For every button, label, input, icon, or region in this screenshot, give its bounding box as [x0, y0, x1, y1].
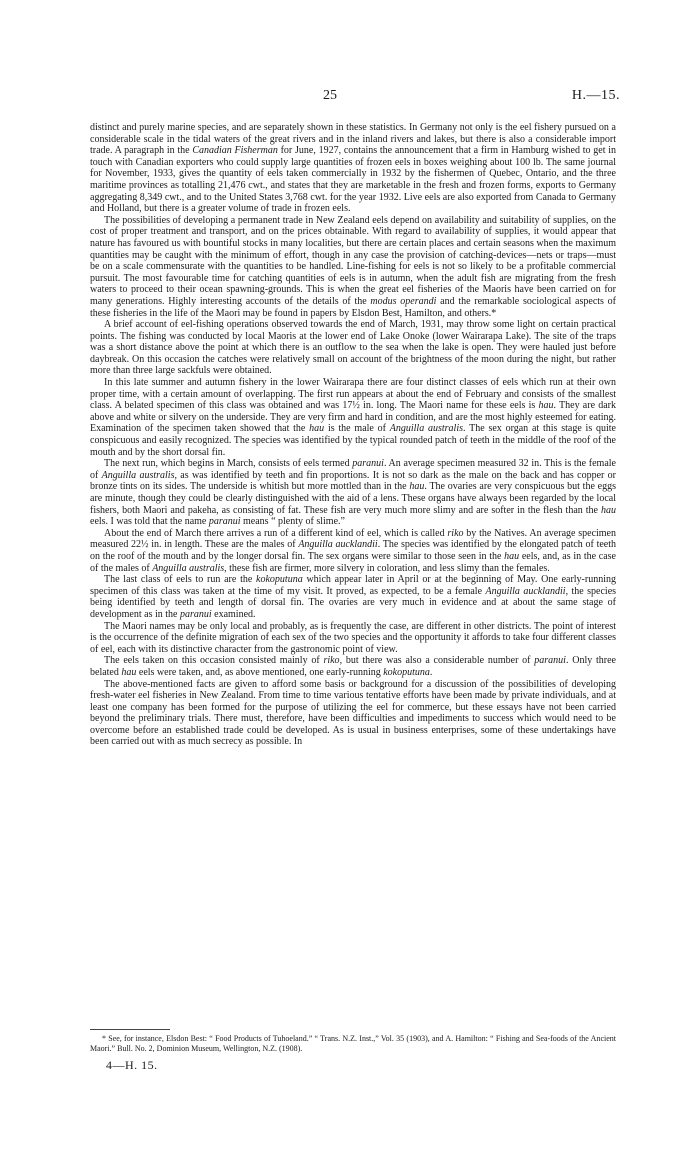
text-run: The Maori names may be only local and probably, as is frequently the case, are different in other districts. The point of interest is the occurrence of the definite migration of each sex of the two species and the opportunity it affords to take four different classes of eel, each with its distinctive character from the gastronomic point of view. — [90, 620, 616, 655]
text-run: distinct and purely marine species, and are separately shown in these statistics. In Germany not only is the eel fishery pursued on a considerable scale in the tidal waters of the great rivers and in the inland rivers and lakes, but there is also a considerable import trade. A paragraph in the — [90, 122, 616, 157]
text-run: The next run, which begins in March, consists of eels termed — [104, 458, 353, 470]
italic-text: riko — [447, 527, 464, 539]
text-run: . The sex organ at this stage is quite conspicuous and easily recognized. The species was identified by the typical rounded patch of teeth in the middle of the roof of the mouth and by the short dorsal fin. — [90, 423, 617, 458]
text-run: eels. I was told that the name — [90, 516, 209, 528]
text-run: The possibilities of developing a permanent trade in New Zealand eels depend on availability and suitability of supplies, on the cost of proper treatment and transport, and on the prices obtainable. With regard to availability of supplies, it would appear that nature has favoured us with bountiful stocks in many localities, but there are certain places and certain seasons when the maximum quantities may be caught with the minimum of effort, though in any case the provision of catching-devices—nets or traps—must be on a scale commensurate with the quantities to be handled. Line-fishing for eels is not so likely to be a profitable commercial pursuit. The most favourable time for catching quantities of eels is in autumn, when the adult fish are migrating from the fresh waters to proceed to their ocean spawning-grounds. This is when the great eel fisheries of the Maoris have been carried on for many generations. Highly interesting accounts of the details of the — [90, 214, 616, 307]
page-signature: 4—H. 15. — [106, 1058, 158, 1072]
text-run: . The species was identified by the elongated patch of teeth on the roof of the mouth and by the longer dorsal fin. The sex organs were similar to those seen in the — [90, 539, 616, 562]
italic-text: riko — [323, 655, 340, 667]
text-run: , the species being identified by teeth and length of dorsal fin. The ovaries are very much in evidence and at about the same stage of development as in the — [90, 585, 617, 620]
text-run: which appear later in April or at the beginning of May. One early-running specimen of this class was taken at the time of my visit. It proved, as expected, to be a female — [90, 574, 616, 597]
italic-text: paranui — [534, 655, 566, 667]
body-text — [90, 122, 616, 748]
text-run: , but there was also a considerable number of — [339, 655, 535, 667]
text-run: . An average specimen measured 32 in. This is the female of — [90, 458, 616, 481]
text-run: , as was identified by teeth and fin proportions. It is not so dark as the male on the back and has copper or bronze tints on its sides. The underside is whitish but more mottled than in the — [90, 469, 617, 493]
text-run: * See, for instance, Elsdon Best: “ Food Products of Tuhoeland.” “ Trans. N.Z. Inst.,” Vol. 35 (1903), and A. Hamilton: “ Fishing and Sea-foods of the Ancient Maori.” Bull. No. 2, Dominion Museum, Wellington, N.Z. (1908). — [90, 1034, 616, 1053]
italic-text: paranui — [208, 516, 241, 528]
italic-text: kokoputuna — [383, 666, 430, 678]
text-run: . The ovaries are very conspicuous but the eggs are minute, though they could be clearly distinguished with the aid of a lens. These organs have always been regarded by the local fishers, both Maori and pakeha, as consisting of fat. These fish are very much more slimy and are softer in the flesh than the — [90, 481, 616, 516]
footnote-divider — [90, 1029, 170, 1030]
document-reference: H.—15. — [571, 88, 620, 103]
italic-text: hau — [601, 504, 616, 516]
paragraph — [90, 655, 616, 678]
paragraph — [90, 528, 616, 574]
footnote-text — [90, 1034, 616, 1054]
paragraph — [90, 679, 616, 749]
paragraph — [90, 621, 616, 656]
text-run: for June, 1927, contains the announcement that a firm in Hamburg wished to get in touch with Canadian exporters who could supply large quantities of frozen eels in boxes weighing about 100 lb. The same journal for November, 1933, gives the quantity of eels taken commercially in 1932 by the fishermen of Quebec, Ontario, and the three maritime provinces as totalling 21,476 cwt., and states that they are marketable in the fresh and frozen forms, exports to Germany aggregating 8,349 cwt., and to the United States 3,768 cwt. for the year 1932. Live eels are also exported from Canada to Germany and Holland, but there is a greater volume of trade in frozen eels. — [90, 145, 617, 215]
text-run: About the end of March there arrives a run of a different kind of eel, which is called — [104, 527, 448, 539]
italic-text: Anguilla australis — [389, 423, 464, 435]
text-run: examined. — [211, 608, 256, 620]
text-run: and the remarkable sociological aspects of these fisheries in the life of the Maori may be found in papers by Elsdon Best, Hamilton, and others.* — [90, 295, 616, 319]
paragraph — [90, 458, 616, 528]
text-run: The last class of eels to run are the — [104, 574, 257, 586]
italic-text: hau — [538, 400, 554, 412]
text-run: . — [429, 666, 433, 678]
italic-text: hau — [121, 666, 137, 678]
paragraph — [90, 319, 616, 377]
italic-text: hau — [409, 481, 425, 493]
italic-text: paranui — [352, 458, 384, 470]
italic-text: Anguilla australis — [152, 562, 225, 574]
text-run: is the male of — [324, 423, 390, 435]
italic-text: Anguilla australis — [101, 469, 175, 481]
footnote — [90, 1034, 616, 1054]
paragraph — [90, 574, 616, 620]
italic-text: hau — [309, 423, 325, 435]
italic-text: kokoputuna — [256, 574, 303, 586]
text-run: . Only three belated — [90, 655, 616, 678]
text-run: means “ plenty of slime.” — [240, 516, 345, 528]
italic-text: Anguilla aucklandii — [485, 585, 566, 597]
paragraph — [90, 122, 616, 215]
text-run: In this late summer and autumn fishery in the lower Wairarapa there are four distinct classes of eels which run at their own proper time, with a certain amount of overlapping. The first run appears at about the end of February and consists of the smallest class. A belated specimen of this class was obtained and was 17½ in. long. The Maori name for these eels is — [90, 377, 616, 412]
italic-text: modus operandi — [370, 295, 437, 307]
paragraph — [90, 215, 616, 319]
italic-text: Canadian Fisherman — [192, 145, 278, 157]
text-run: The above-mentioned facts are given to afford some basis or background for a discussion of the possibilities of developing fresh-water eel fisheries in New Zealand. From time to time various tentative efforts have been made by private individuals, and at least one company has been formed for the purpose of utilizing the eel for commerce, but these essays have not been carried beyond the preliminary trials. There must, therefore, have been difficulties and impediments to success which would need to be overcome before an established trade could be developed. As is usual in business enterprises, some of these undertakings have been carried out with as much secrecy as possible. In — [90, 678, 616, 748]
text-run: . They are dark above and white or silvery on the underside. They are very firm and hard in condition, and are the most highly esteemed for eating. Examination of the specimen taken showed that the — [90, 400, 617, 435]
text-run: by the Natives. An average specimen measured 22½ in. in length. These are the males of — [90, 527, 616, 551]
text-run: eels, and, as in the case of the males of — [90, 550, 616, 574]
italic-text: Anguilla aucklandii — [298, 539, 378, 551]
page-number: 25 — [323, 88, 337, 103]
italic-text: paranui — [179, 608, 212, 620]
italic-text: hau — [504, 550, 520, 562]
text-run: eels were taken, and, as above mentioned, one early-running — [136, 666, 384, 678]
text-run: The eels taken on this occasion consisted mainly of — [104, 655, 324, 667]
paragraph — [90, 377, 616, 458]
text-run: , these fish are firmer, more silvery in coloration, and less slimy than the females. — [224, 562, 550, 574]
text-run: A brief account of eel-fishing operations observed towards the end of March, 1931, may throw some light on certain practical points. The fishing was conducted by local Maoris at the lower end of Lake Onoke (lower Wairarapa Lake). The site of the traps was a short distance above the point at which there is an outflow to the sea when the lake is open. They were hauled just before daybreak. On this occasion the catches were relatively small on account of the brightness of the moon during the night, but rather more than three large sackfuls were obtained. — [90, 319, 616, 377]
